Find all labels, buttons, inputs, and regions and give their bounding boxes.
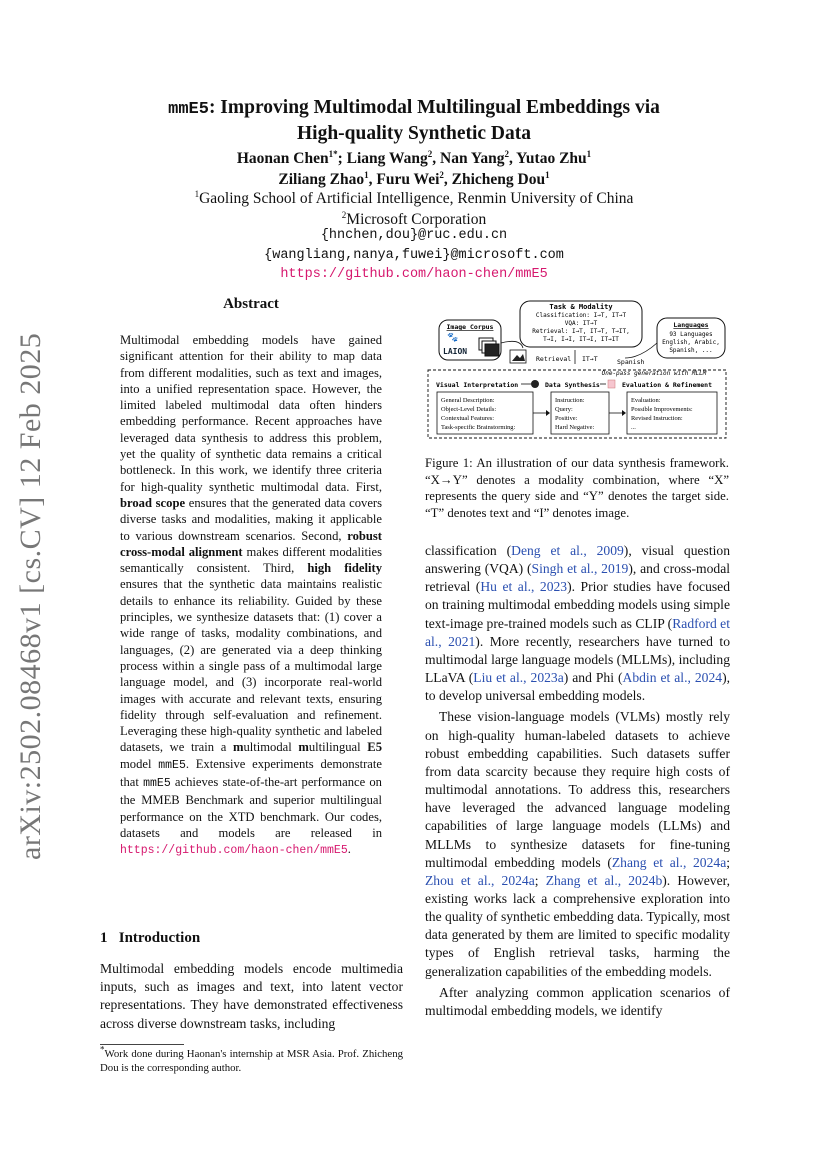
citation[interactable]: Abdin et al., 2024 xyxy=(622,670,723,686)
footnote-mark: * xyxy=(333,148,338,159)
image-corpus-icon: 🐾 xyxy=(447,333,459,343)
title-line2: High-quality Synthetic Data xyxy=(296,123,532,144)
box1-line: General Description: xyxy=(441,397,495,404)
code-link[interactable]: https://github.com/haon-chen/mmE5 xyxy=(120,844,348,858)
author: , Zhicheng Dou xyxy=(443,171,546,188)
citation[interactable]: Singh et al., 2019 xyxy=(531,561,629,577)
intro-right-text: classification (Deng et al., 2009), visual question answering (VQA) (Singh et al., 2019), and cross-modal retrieval (Hu et al., 2023). Prior studies have focused on training multimodal embedding models using simple text-image pre-trained models such as CLIP (Radford et al., 2021). More recently, researchers have turned to multimodal large language models (MLLMs), including LLaVA (Liu et al., 2023a) and Phi (Abdin et al., 2024), to develop universal embedding models. These vision-language models (VLMs) mostly rely on high-quality human-labeled datasets to achieve robust embedding capabilities. Such datasets suffer from data scarcity because they require high costs of multimodal annotations. To address this, researchers have leveraged the advanced language modeling capabilities of large language models (LLMs) and MLLMs to synthesize datasets for fine-tuning multimodal embedding models (Zhang et al., 2024a; Zhou et al., 2024a; Zhang et al., 2024b). However, existing works lack a comprehensive exploration into the quality of synthetic embedding data. Typically, most data generated by them are limited to specific modality types of English retrieval tasks, harming the generalization capabilities of the embedding models. After analyzing common application scenarios of multimodal embedding models, we identify xyxy=(425,543,731,1018)
stage-visual-interpretation: Visual Interpretation xyxy=(436,381,519,389)
task-vqa: VQA: IT→T xyxy=(564,320,598,327)
stage-data-synthesis: Data Synthesis xyxy=(545,381,600,389)
task-retrieval-2: T→I, I→I, IT→I, IT→IT xyxy=(543,336,619,343)
affil-sup: 2 xyxy=(341,209,347,220)
citation[interactable]: Hu et al., 2023 xyxy=(480,579,568,595)
box3-line: Revised Instruction: xyxy=(631,415,683,422)
author-sup: 2 xyxy=(439,169,444,180)
author-sup: 2 xyxy=(504,148,509,159)
arxiv-stamp: arXiv:2502.08468v1 [cs.CV] 12 Feb 2025 xyxy=(14,332,47,860)
title-line1: : Improving Multimodal Multilingual Embeddings via xyxy=(208,97,660,118)
footnote: *Work done during Haonan's internship at MSR Asia. Prof. Zhicheng Dou is the corresponding author. xyxy=(100,1044,403,1074)
author: , Yutao Zhu xyxy=(508,150,587,167)
author: , Furu Wei xyxy=(368,171,440,188)
paper-title xyxy=(80,96,748,146)
author-sup: 1 xyxy=(545,169,550,180)
affiliations xyxy=(80,188,748,230)
citation[interactable]: Zhang et al., 2024a xyxy=(611,854,727,870)
box2-line: Instruction: xyxy=(555,397,585,404)
model-name: mmE5 xyxy=(168,100,209,119)
citation[interactable]: Deng et al., 2009 xyxy=(511,543,624,558)
footnote-rule xyxy=(100,1044,184,1045)
sample-modality: IT→T xyxy=(582,355,598,363)
box1-line: Contextual Features: xyxy=(441,415,495,422)
sample-task: Retrieval xyxy=(536,355,572,363)
box1-line: Task-specific Brainstorming: xyxy=(441,424,516,431)
figure-1-caption: Figure 1: An illustration of our data synthesis framework. “X→Y” denotes a modality combination, where “X” represents the query side and “Y” denotes the target side. “T” denotes text and “I” denotes image. xyxy=(425,456,729,520)
sample-language: Spanish xyxy=(617,358,645,366)
author: Ziliang Zhao xyxy=(278,171,365,188)
languages-line3: Spanish, ... xyxy=(669,347,713,354)
affil-sup: 1 xyxy=(194,188,200,199)
intro-left-text: Multimodal embedding models encode multimedia inputs, such as images and text, into latent vector representations. They have demonstrated effectiveness across diverse downstream tasks, including xyxy=(100,961,403,1031)
author-sup: 1 xyxy=(586,148,592,159)
author-list xyxy=(80,148,748,190)
stage-evaluation-refinement: Evaluation & Refinement xyxy=(622,381,713,389)
abstract-body: Multimodal embedding models have gained significant attention for their ability to map data from different modalities, such as text and images, into a unified representation space. However, the limited labeled multimodal data often hinders embedding performance. Recent approaches have leveraged data synthesis to address this problem, yet the quality of synthetic data remains a critical bottleneck. In this work, we identify three criteria for high-quality synthetic multimodal data. First, broad scope ensures that the generated data covers diverse tasks and modalities, making it applicable to various downstream scenarios. Second, robust cross-modal alignment makes different modalities semantically consistent. Third, high fidelity ensures that the synthetic data maintains realistic details to enhance its reliability. Guided by these principles, we synthesize datasets that: (1) cover a wide range of tasks, modality combinations, and languages, (2) are generated via a deep thinking process within a single pass of a multimodal large language model, and (3) incorporate real-world images with accurate and relevant texts, ensuring fidelity through self-evaluation and refinement. Leveraging these high-quality synthetic and labeled datasets, we train a multimodal multilingual E5 model mmE5. Extensive experiments demonstrate that mmE5 achieves state-of-the-art performance on the MMEB Benchmark and superior multilingual performance on the XTD benchmark. Our codes, datasets and models are released in https://github.com/haon-chen/mmE5. xyxy=(120,333,383,858)
author: , Nan Yang xyxy=(432,150,505,167)
repo-link[interactable]: https://github.com/haon-chen/mmE5 xyxy=(280,267,548,282)
email-ruc: {hnchen,dou}@ruc.edu.cn xyxy=(320,228,508,243)
box1-line: Object-Level Details: xyxy=(441,406,497,413)
task-modality-title: Task & Modality xyxy=(549,303,613,311)
languages-title: Languages xyxy=(673,321,709,329)
author-sup: 2 xyxy=(427,148,433,159)
author: Haonan Chen xyxy=(236,150,329,167)
box2-line: Positive: xyxy=(555,415,578,422)
box2-line: Hard Negative: xyxy=(555,424,595,431)
abstract-heading: Abstract xyxy=(223,296,279,312)
task-retrieval-1: Retrieval: I→T, IT→T, T→IT, xyxy=(532,328,630,335)
task-classification: Classification: I→T, IT→T xyxy=(535,312,627,319)
languages-line2: English, Arabic, xyxy=(662,339,720,346)
citation[interactable]: Zhang et al., 2024b xyxy=(545,872,663,888)
box3-line: Evaluation: xyxy=(631,397,661,404)
affiliation-1: Gaoling School of Artificial Intelligence, Renmin University of China xyxy=(199,190,634,207)
box2-line: Query: xyxy=(555,406,573,413)
citation[interactable]: Zhou et al., 2024a xyxy=(425,872,535,888)
author-sup: 1 xyxy=(364,169,369,180)
citation[interactable]: Radford et al., 2021 xyxy=(425,615,730,649)
image-corpus-title: Image Corpus xyxy=(446,323,494,331)
one-pass-label: One-pass generation with MLLM xyxy=(601,370,707,377)
figure-1 xyxy=(425,298,729,442)
laion-logo: LAION xyxy=(443,347,468,356)
box3-line: Possible Improvements: xyxy=(631,406,693,413)
languages-count: 93 Languages xyxy=(669,331,713,338)
section-heading-introduction: 1 Introduction xyxy=(100,930,201,946)
email-msft: {wangliang,nanya,fuwei}@microsoft.com xyxy=(264,248,564,263)
author: ; Liang Wang xyxy=(337,150,428,167)
citation[interactable]: Liu et al., 2023a xyxy=(473,670,564,686)
author-sup: 1 xyxy=(328,148,334,159)
affiliation-2: Microsoft Corporation xyxy=(346,211,487,228)
box3-line: ... xyxy=(631,424,636,431)
